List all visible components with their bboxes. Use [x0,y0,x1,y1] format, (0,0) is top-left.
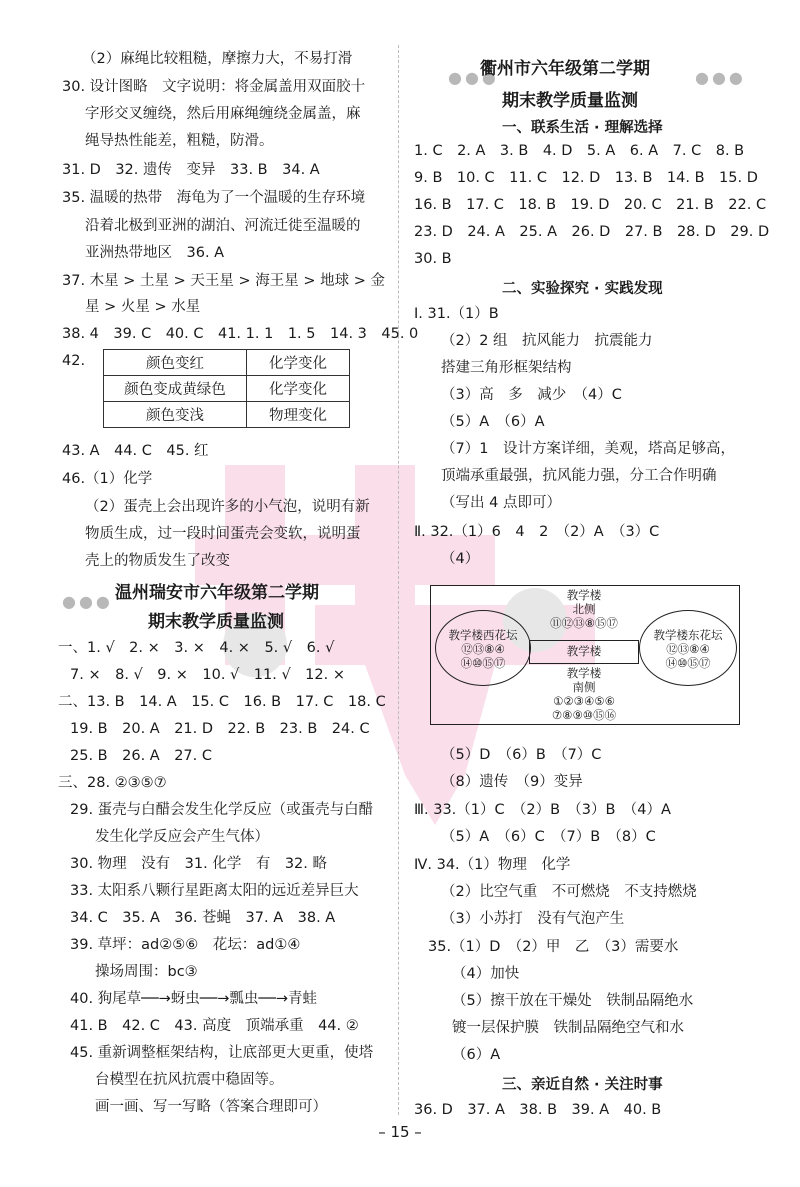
text-line: （2）蛋壳上会出现许多的小气泡，说明有新 [85,499,370,515]
answer-line: （5）擦干放在干燥处 铁制品隔绝水 [452,993,694,1009]
column-divider [398,45,399,1115]
text-line: 物质生成，过一段时间蛋壳会变软，说明蛋 [85,526,361,542]
answer-line: 45. 重新调整框架结构，让底部更大更重，使塔 [70,1045,374,1061]
answer-line: （写出 4 点即可） [441,495,561,511]
answer-line: 35.（1）D （2）甲 乙 （3）需要水 [428,939,679,955]
page-number: – 15 – [378,1123,422,1141]
table-cell: 物理变化 [247,402,350,428]
table-cell: 颜色变成黄绿色 [104,376,247,402]
answer-line: 30. B [414,251,452,267]
text-line: 43. A 44. C 45. 红 [62,443,209,459]
answer-line: 23. D 24. A 25. A 26. D 27. B 28. D 29. D [414,224,770,240]
answer-line: （5）D （6）B （7）C [441,747,602,763]
answer-line: 顶端承重最强，抗风能力强，分工合作明确 [441,468,717,484]
answer-line: （3）高 多 减少 （4）C [441,387,622,403]
section-heading: 三、亲近自然 · 关注时事 [502,1077,663,1093]
color-change-table [103,349,350,428]
answer-line: 镀一层保护膜 铁制品隔绝空气和水 [452,1020,684,1036]
west-nums: ⑭⑩⑮⑰ [460,656,506,670]
table-cell: 颜色变浅 [104,402,247,428]
answer-line: 台模型在抗风抗震中稳固等。 [95,1072,284,1088]
text-line: 42. [62,353,86,369]
table-row [104,376,350,402]
answer-line: 二、13. B 14. A 15. C 16. B 17. C 18. C [58,694,386,710]
section-title: 温州瑞安市六年级第二学期 [115,583,319,603]
text-line: 字形交叉缠绕，然后用麻绳缠绕金属盖，麻 [85,106,361,122]
text-line: 壳上的物质发生了改变 [85,553,230,569]
answer-line: 39. 草坪：ad②⑤⑥ 花坛：ad①④ [70,937,301,953]
east-nums: ⑭⑩⑮⑰ [665,656,711,670]
answer-line: （4） [441,551,480,567]
answer-line: 40. 狗尾草──→蚜虫──→瓢虫──→青蛙 [70,991,317,1007]
answer-line: 三、28. ②③⑤⑦ [58,775,167,791]
answer-line: 画一画、写一写略（答案合理即可） [95,1099,327,1115]
answer-line: （2）比空气重 不可燃烧 不支持燃烧 [441,884,697,900]
answer-line: （3）小苏打 没有气泡产生 [441,911,625,927]
table-cell: 颜色变红 [104,350,247,376]
text-line: 46.（1）化学 [62,471,153,487]
table-cell: 化学变化 [247,350,350,376]
answer-line: 16. B 17. C 18. B 19. D 20. C 21. B 22. C [414,197,767,213]
answer-line: 1. C 2. A 3. B 4. D 5. A 6. A 7. C 8. B [414,143,745,159]
section-subtitle: 期末教学质量监测 [148,612,284,632]
answer-line: （4）加快 [452,966,520,982]
table-row [104,350,350,376]
answer-line: （7）1 设计方案详细，美观，塔高足够高， [441,441,735,457]
east-label: 教学楼东花坛 [653,628,723,642]
section-subtitle: 期末教学质量监测 [502,91,638,111]
answer-line: （8）遗传 （9）变异 [441,774,583,790]
south-label: 教学楼 [566,666,602,680]
answer-line: 搭建三角形框架结构 [441,360,572,376]
section-heading: 二、实验探究 · 实践发现 [502,281,663,297]
text-line: 星 > 火星 > 水星 [85,299,201,315]
north-label: 教学楼 [566,588,602,602]
west-label: 教学楼西花坛 [448,628,518,642]
text-line: （2）麻绳比较粗糙，摩擦力大，不易打滑 [82,51,353,67]
answer-line: Ⅳ. 34.（1）物理 化学 [414,857,571,873]
text-line: 30. 设计图略 文字说明：将金属盖用双面胶十 [62,79,366,95]
north-sub: 北侧 [572,602,596,616]
answer-line: 34. C 35. A 36. 苍蝇 37. A 38. A [70,910,336,926]
answer-line: 7. × 8. √ 9. × 10. √ 11. √ 12. × [70,667,346,683]
text-line: 亚洲热带地区 36. A [85,245,225,261]
section-heading: 一、联系生活 · 理解选择 [502,120,663,136]
table-row [104,402,350,428]
answer-line: 33. 太阳系八颗行星距离太阳的远近差异巨大 [70,883,359,899]
table-cell: 化学变化 [247,376,350,402]
south-nums: ⑦⑧⑨⑩⑮⑯ [551,708,617,722]
text-line: 37. 木星 > 土星 > 天王星 > 海王星 > 地球 > 金 [62,273,386,289]
answer-line: 29. 蛋壳与白醋会发生化学反应（或蛋壳与白醋 [70,802,374,818]
text-line: 沿着北极到亚洲的湖泊、河流迁徙至温暖的 [85,218,361,234]
text-line: 31. D 32. 遗传 变异 33. B 34. A [62,162,320,178]
text-line: 35. 温暖的热带 海龟为了一个温暖的生存环境 [62,190,366,206]
answer-line: 30. 物理 没有 31. 化学 有 32. 略 [70,856,328,872]
north-nums: ⑪⑫⑬⑧⑮⑰ [550,616,618,630]
south-sub: 南侧 [572,680,596,694]
answer-line: Ⅰ. 31.（1）B [414,306,499,322]
decorative-dots: ●●● [448,68,499,87]
west-nums: ⑫⑬⑧④ [461,642,505,656]
text-line: 绳导热性能差，粗糙，防滑。 [85,133,274,149]
answer-line: 25. B 26. A 27. C [70,748,212,764]
east-nums: ⑫⑬⑧④ [666,642,710,656]
answer-line: 41. B 42. C 43. 高度 顶端承重 44. ② [70,1018,359,1034]
answer-line: 操场周围：bc③ [95,964,198,980]
answer-line: （6）A [452,1047,501,1063]
decorative-dots: ●●● [62,592,113,611]
answer-line: 一、1. √ 2. × 3. × 4. × 5. √ 6. √ [58,640,335,656]
section-title: 衢州市六年级第二学期 [480,59,650,79]
answer-line: Ⅱ. 32.（1）6 4 2 （2）A （3）C [414,524,660,540]
answer-line: （2）2 组 抗风能力 抗震能力 [441,333,653,349]
answer-line: 19. B 20. A 21. D 22. B 23. B 24. C [70,721,370,737]
answer-line: Ⅲ. 33.（1）C （2）B （3）B （4）A [414,802,671,818]
answer-line: （5）A （6）A [441,414,545,430]
answer-line: （5）A （6）C （7）B （8）C [441,829,656,845]
center-label: 教学楼 [566,644,602,658]
answer-line: 9. B 10. C 11. C 12. D 13. B 14. B 15. D [414,170,758,186]
answer-line: 发生化学反应会产生气体） [95,829,269,845]
decorative-dots: ●●● [695,68,746,87]
answer-line: 36. D 37. A 38. B 39. A 40. B [414,1102,662,1118]
text-line: 38. 4 39. C 40. C 41. 1. 1 1. 5 14. 3 45. 0 [62,326,419,342]
campus-diagram [430,585,740,725]
south-nums: ①②③④⑤⑥ [553,694,615,708]
